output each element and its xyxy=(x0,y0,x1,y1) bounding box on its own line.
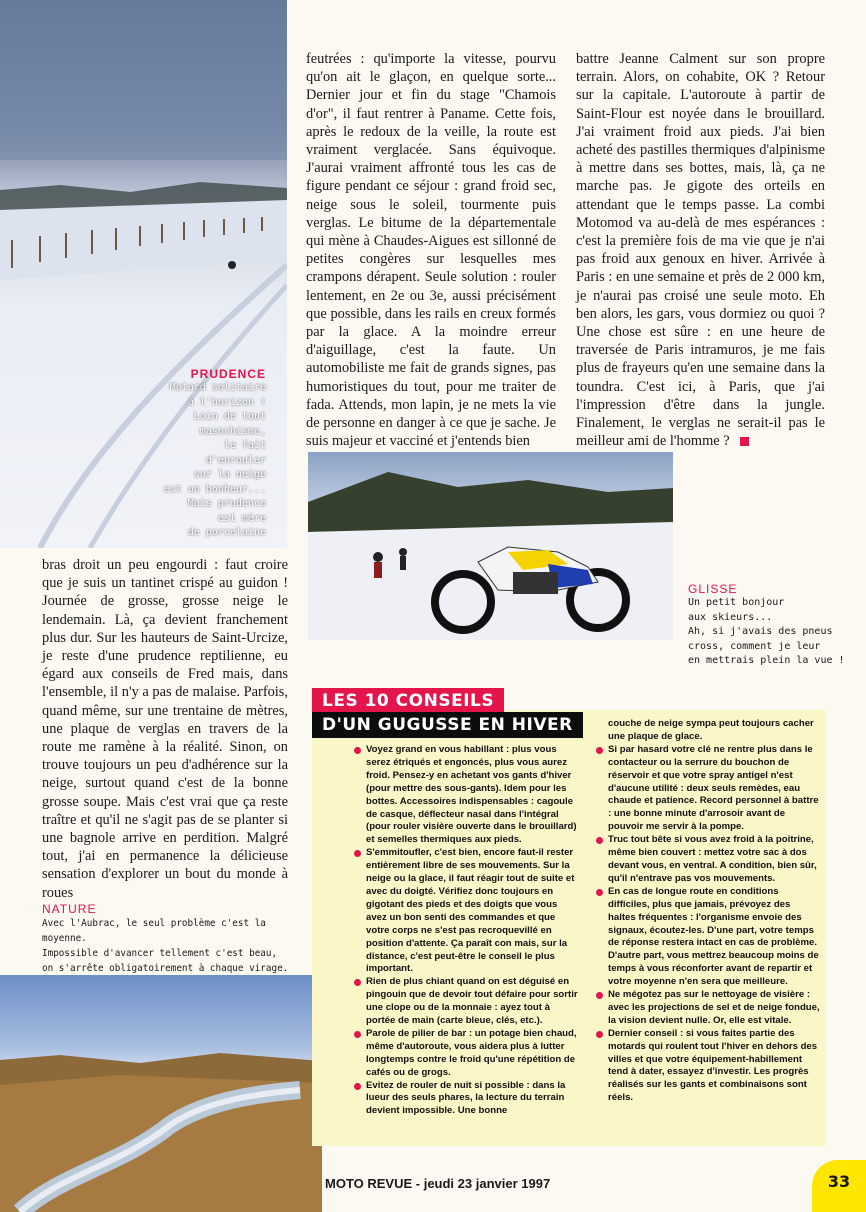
article-column-left xyxy=(42,556,288,902)
tip-item: S'emmitoufler, c'est bien, encore faut-il rester entièrement libre de ses mouvements. Sur la neige ou la glace, il faut réagir tout de suite et avec du doigté. Vérifiez donc toujours en gigotant des pieds et des doigts que vous avez un bon senti des commandes et que votre corps ne s'est pas recroquevillé en position d'attente. Ça paraît con mais, sur la distance, c'est peut-être le conseil le plus important. xyxy=(352,847,580,976)
article-text: feutrées : qu'importe la vitesse, pourvu qu'on ait le glaçon, en quelque sorte... Dernier jour et fin du stage "Chamois d'or", il faut rentrer à Paname. Cette fois, après le redoux de la veille, la route est vraiment verglacée. Sans équivoque. J'aurai vraiment affronté tous les cas de figure pendant ce séjour : grand froid sec, neige sous le soleil, tourmente puis verglas. Le bitume de la départementale qui mène à Chaudes-Aigues est sillonné de petites congères sur lesquelles mes crampons dérapent. Seule solution : rouler lentement, en 2e ou 3e, aussi précisément que possible, dans les rails en creux formés par la glace. A la moindre erreur d'aiguillage, c'est la faute. Un automobiliste me fait de grands signes, pas humoristiques du tout, pour me traiter de fada. Attends, mon lapin, je ne mets la vie de personne en danger à ce que je sache. Je suis majeur et vacciné et j'entends bien xyxy=(306,51,556,450)
caption-glisse xyxy=(688,582,858,669)
motorcycle-illustration xyxy=(308,452,673,640)
caption-line: aux skieurs... xyxy=(688,611,773,623)
tip-item: Evitez de rouler de nuit si possible : dans la lueur des seuls phares, la lecture du terrain devient impossible. Une bonne xyxy=(352,1080,580,1119)
tip-item: Ne mégotez pas sur le nettoyage de visière : avec les projections de sel et de neige fondue, la vision devient nulle. Or, elle est vitale. xyxy=(594,989,820,1028)
caption-line: cross, comment je leur xyxy=(688,640,821,652)
caption-line: Un petit bonjour xyxy=(688,597,785,608)
caption-prudence xyxy=(160,367,266,541)
article-text: bras droit un peu engourdi : faut croire que je suis un tantinet crispé au guidon ! Journée de grosse, grosse neige le lendemain. Là, ça devient franchement plus dur. Sur les hauteurs de Saint-Urcize, je reste d'une prudence reptilienne, eu égard aux conseils de Fred mais, dans l'ensemble, il n'y a pas de malaise. Parfois, quand même, sur une trentaine de mètres, une plaque de verglas en travers de la route me ramène à la réalité. Sinon, on trouve toujours un peu d'adhérence sur la neige, surtout quand c'est de la bonne grosse soupe. Mais c'est vrai que ça reste traître et qu'il ne s'agit pas de se planter si une bagnole arrive en perdition. Malgré tout, j'ai en permanence la délicieuse sensation d'explorer un bout du monde à roues xyxy=(42,557,288,901)
landscape-illustration xyxy=(0,975,322,1212)
tip-item: Dernier conseil : si vous faites partie des motards qui roulent tout l'hiver en dehors des villes et que votre équipement-habillement tend à dater, essayez d'investir. Les progrès réalisés sur les gants et combinaisons sont réels. xyxy=(594,1028,820,1105)
tip-item-continuation: couche de neige sympa peut toujours cacher une plaque de glace. xyxy=(608,718,814,742)
caption-line: Ah, si j'avais des pneus xyxy=(688,626,833,637)
caption-line: de porcelaine xyxy=(187,527,266,538)
caption-line: Motard solitaire xyxy=(169,382,266,393)
tip-item-continuation: et semelles thermiques aux pieds. xyxy=(366,834,522,846)
tip-item: Parole de pilier de bar : un potage bien chaud, même d'autoroute, vous aidera plus à lutter longtemps contre le froid qu'une répétition de cafés ou de grogs. xyxy=(352,1028,580,1080)
caption-line: sur la neige xyxy=(193,469,266,480)
page-number: 33 xyxy=(812,1160,866,1212)
caption-line: masochisme, xyxy=(199,425,266,437)
tips-box-title-line1: LES 10 CONSEILS xyxy=(312,688,504,714)
tip-item: Voyez grand en vous habillant : plus vous serez étriqués et engoncés, plus vous aurez froid. Pensez-y en achetant vos gants d'hiver (pour mettre des sous-gants). Idem pour les bottes. Accessoires indispensables : cagoule de casque, déflecteur nasal dans l'intégral (pour rouler visière ouverte dans le brouillard) xyxy=(352,744,580,834)
tips-column-left xyxy=(352,744,580,1118)
tips-box-title-line2: D'UN GUGUSSE EN HIVER xyxy=(312,712,583,738)
caption-line: est un bonheur... xyxy=(163,483,266,495)
photo-motorcycle-ski-slope xyxy=(308,452,673,640)
tip-item: En cas de longue route en conditions difficiles, plus que jamais, prévoyez des haltes fréquentes : l'organisme envoie des signaux, écoutez-les. D'une part, votre temps de réponse restera intact en cas de problème. D'autre part, vous mettrez beaucoup moins de temps à vous réconforter avant de repartir et votre moyenne n'en sera que meilleure. xyxy=(594,886,820,989)
caption-line: Impossible d'avancer tellement c'est beau, xyxy=(42,948,278,959)
page-footer: MOTO REVUE - jeudi 23 janvier 1997 xyxy=(325,1176,551,1191)
photo-aubrac-landscape xyxy=(0,975,322,1212)
caption-line: le fait d'enrouler xyxy=(205,440,266,466)
caption-line: Loin de tout xyxy=(193,411,266,422)
caption-line: Mais prudence xyxy=(187,498,266,509)
article-column-right xyxy=(576,50,825,450)
caption-line: est mère xyxy=(217,512,266,524)
caption-nature xyxy=(42,902,292,976)
end-of-article-mark xyxy=(740,437,749,446)
caption-line: en mettrais plein la vue ! xyxy=(688,655,845,666)
tip-item: Si par hasard votre clé ne rentre plus dans le contacteur ou la serrure du bouchon de réservoir et que votre spray antigel n'est d'aucune utilité : deux seuls remèdes, eau chaude et patience. Record personnel à battre : une bonne minute d'arrosoir avant de pouvoir me servir à la pompe. xyxy=(594,744,820,834)
caption-line: à l'horizon ! xyxy=(187,396,266,408)
tips-column-right xyxy=(594,718,820,1105)
tip-item: Rien de plus chiant quand on est déguisé en pingouin que de devoir tout défaire pour sortir une clope ou de la monnaie : ayez tout à portée de main (carte bleue, clés, etc.). xyxy=(352,976,580,1028)
caption-line: on s'arrête obligatoirement à chaque virage. xyxy=(42,963,289,974)
tip-item: Truc tout bête si vous avez froid à la poitrine, même bien couvert : mettez votre sac à dos devant vous, en ventral. A condition, bien sûr, qu'il n'entrave pas vos mouvements. xyxy=(594,834,820,886)
caption-glisse-title: GLISSE xyxy=(688,582,738,596)
article-text: battre Jeanne Calment sur son propre terrain. Alors, on cohabite, OK ? Retour sur la capitale. L'autoroute à partir de Saint-Flour est noyée dans le brouillard. J'ai vraiment froid aux pieds. J'ai bien acheté des pastilles thermiques d'alpinisme à mettre dans ses bottes, mais, là, ça ne marche pas. Je gigote des orteils en attendant que le temps passe. La combi Motomod va au-delà de mes espérances : c'est la première fois de ma vie que je n'ai pas froid aux genoux en hiver. Arrivée à Paris : en une semaine et près de 2 000 km, je n'aurai pas croisé une seule moto. Eh ben alors, les gars, vous dormiez ou quoi ? Une chose est sûre : en une heure de traversée de Paris intramuros, je me fais plus de frayeurs qu'en une semaine dans la toundra. C'est ici, à Paris, que j'ai l'impression d'être dans la jungle. Finalement, le verglas ne serait-il pas le meilleur ami de l'homme ? xyxy=(576,51,825,450)
caption-line: Avec l'Aubrac, le seul problème c'est la moyenne. xyxy=(42,918,266,944)
caption-nature-title: NATURE xyxy=(42,902,97,916)
caption-prudence-title: PRUDENCE xyxy=(190,367,266,381)
article-column-middle xyxy=(306,50,556,450)
